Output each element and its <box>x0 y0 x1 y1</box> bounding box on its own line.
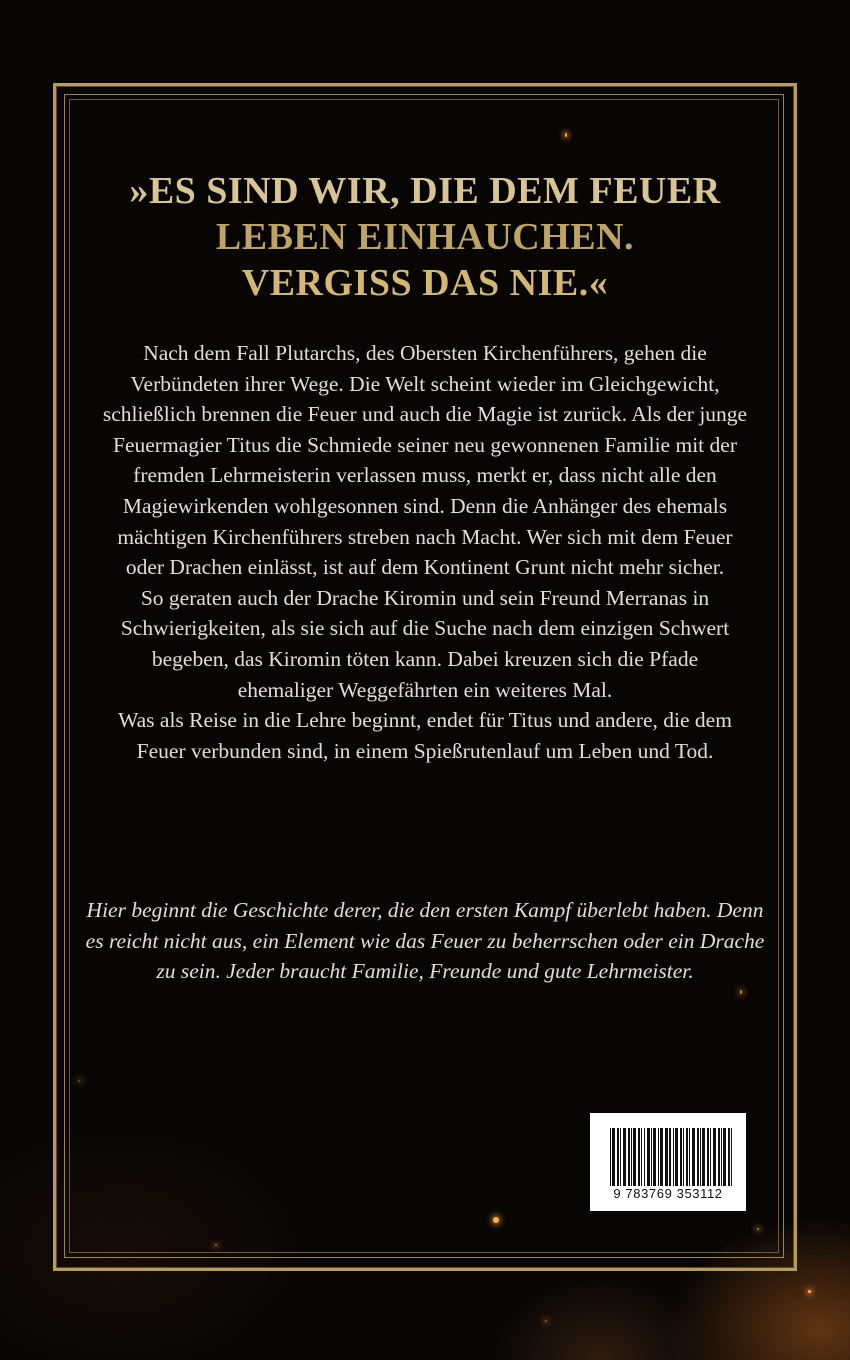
barcode-bar <box>673 1128 674 1186</box>
synopsis-line: So geraten auch der Drache Kiromin und sein Freund Merranas in <box>140 585 710 610</box>
barcode-bar <box>728 1128 730 1186</box>
barcode-bar <box>700 1128 701 1186</box>
synopsis-line: Was als Reise in die Lehre beginnt, endet für Titus und andere, die dem <box>118 708 732 733</box>
synopsis-line: Schwierigkeiten, als sie sich auf die Suche nach dem einzigen Schwert <box>120 616 730 641</box>
synopsis-line: mächtigen Kirchenführers streben nach Macht. Wer sich mit dem Feuer <box>117 524 733 549</box>
quote-line: VERGISS DAS NIE.« <box>241 262 609 304</box>
barcode-bar <box>689 1128 690 1186</box>
synopsis-line: begeben, das Kiromin töten kann. Dabei kreuzen sich die Pfade <box>151 646 699 671</box>
barcode-bar <box>686 1128 688 1186</box>
barcode-bar <box>651 1128 652 1186</box>
barcode-bar <box>702 1128 705 1186</box>
barcode-bar <box>665 1128 668 1186</box>
barcode-bar <box>680 1128 682 1186</box>
barcode-bar <box>612 1128 615 1186</box>
tagline <box>80 895 770 987</box>
isbn-barcode <box>590 1113 746 1211</box>
synopsis-line: fremden Lehrmeisterin verlassen muss, merkt er, dass nicht alle den <box>133 463 717 488</box>
barcode-bar <box>628 1128 630 1186</box>
barcode-bar <box>683 1128 684 1186</box>
synopsis-line: Feuermagier Titus die Schmiede seiner neu gewonnenen Familie mit der <box>113 432 737 457</box>
barcode-bar <box>731 1128 732 1186</box>
barcode-bar <box>610 1128 611 1186</box>
barcode-bar <box>721 1128 722 1186</box>
tagline-line: zu sein. Jeder braucht Familie, Freunde und gute Lehrmeister. <box>156 959 694 984</box>
synopsis-line: ehemaliger Weggefährten ein weiteres Mal. <box>237 677 613 702</box>
barcode-bar <box>620 1128 621 1186</box>
isbn-number: 9 783769 353112 <box>613 1186 723 1201</box>
barcode-bar <box>723 1128 726 1186</box>
synopsis <box>90 338 760 766</box>
barcode-bar <box>692 1128 695 1186</box>
barcode-bar <box>617 1128 619 1186</box>
ember-spark <box>545 1320 547 1322</box>
barcode-bar <box>658 1128 659 1186</box>
ember-spark <box>808 1290 811 1293</box>
synopsis-line: schließlich brennen die Feuer und auch die Magie ist zurück. Als der junge <box>102 402 748 427</box>
synopsis-line: oder Drachen einlässt, ist auf dem Kontinent Grunt nicht mehr sicher. <box>125 555 725 580</box>
barcode-bar <box>653 1128 656 1186</box>
tagline-line: Hier beginnt die Geschichte derer, die den ersten Kampf überlebt haben. Denn <box>86 898 764 922</box>
barcode-bar <box>623 1128 626 1186</box>
quote-line: LEBEN EINHAUCHEN. <box>215 216 635 258</box>
synopsis-line: Feuer verbunden sind, in einem Spießrutenlauf um Leben und Tod. <box>136 738 714 763</box>
barcode-bar <box>697 1128 699 1186</box>
barcode-bar <box>633 1128 636 1186</box>
barcode-bar <box>669 1128 671 1186</box>
synopsis-line: Magiewirkenden wohlgesonnen sind. Denn die Anhänger des ehemals <box>122 493 728 518</box>
cover-quote <box>64 168 786 306</box>
barcode-bar <box>647 1128 650 1186</box>
barcode-bar <box>707 1128 709 1186</box>
barcode-bar <box>710 1128 711 1186</box>
barcode-bar <box>713 1128 716 1186</box>
barcode-bar <box>660 1128 663 1186</box>
synopsis-line: Verbündeten ihrer Wege. Die Welt scheint wieder im Gleichgewicht, <box>130 371 720 396</box>
barcode-bars <box>610 1128 732 1188</box>
quote-line: »ES SIND WIR, DIE DEM FEUER <box>129 170 721 212</box>
barcode-bar <box>641 1128 642 1186</box>
barcode-bar <box>638 1128 640 1186</box>
tagline-line: es reicht nicht aus, ein Element wie das Feuer zu beherrschen oder ein Drache <box>85 928 765 953</box>
barcode-bar <box>631 1128 632 1186</box>
barcode-bar <box>644 1128 645 1186</box>
synopsis-line: Nach dem Fall Plutarchs, des Obersten Kirchenführers, gehen die <box>143 341 707 365</box>
barcode-bar <box>675 1128 678 1186</box>
barcode-bar <box>718 1128 720 1186</box>
